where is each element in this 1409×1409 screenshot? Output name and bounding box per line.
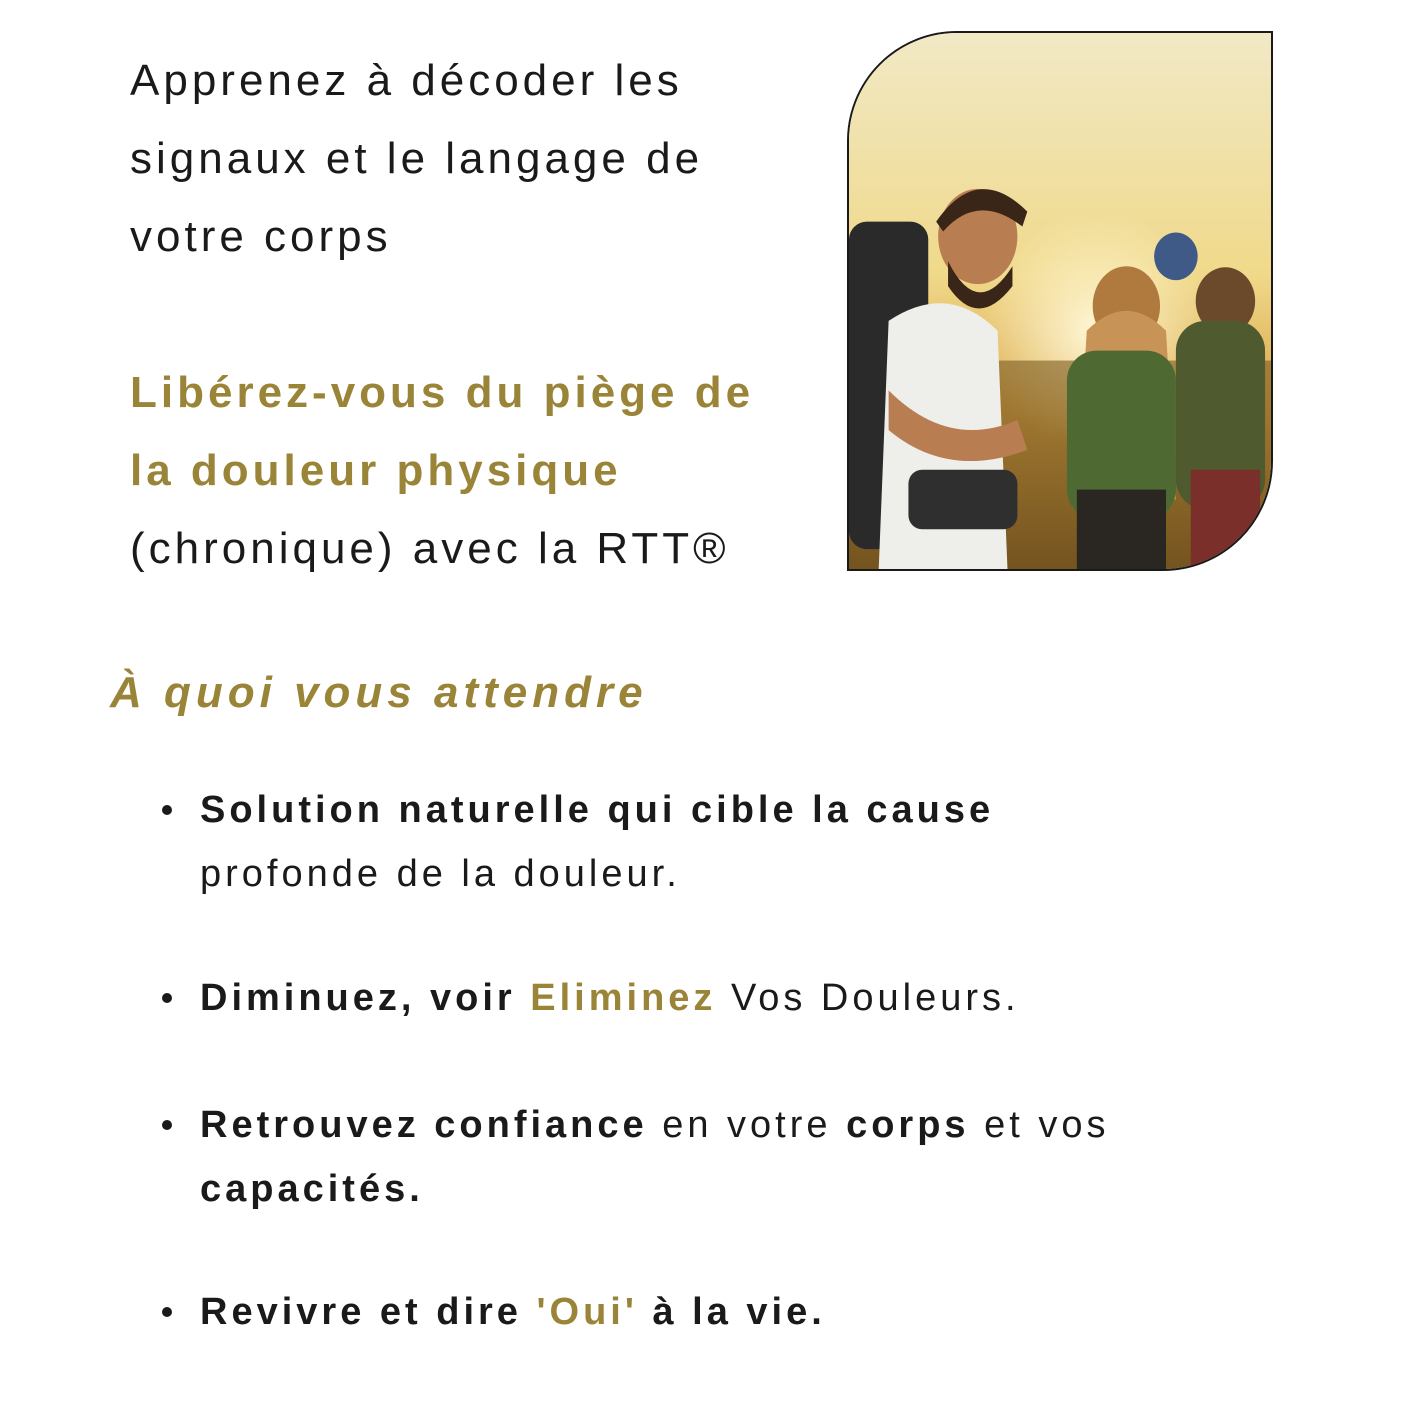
benefit-text: Vos Douleurs. (716, 977, 1020, 1019)
hikers-photo-illustration (849, 33, 1271, 569)
list-item (200, 778, 1260, 906)
intro-text (130, 42, 830, 588)
intro-line: signaux et le langage de (130, 134, 704, 183)
benefit-highlight-text: 'Oui' (536, 1291, 638, 1333)
benefit-text: en votre (647, 1104, 847, 1146)
list-item (200, 966, 1260, 1030)
intro-line: votre corps (130, 212, 392, 261)
benefit-text: profonde de la douleur. (200, 853, 681, 895)
bullet-dot (162, 1120, 172, 1130)
bullet-dot (162, 993, 172, 1003)
section-title: À quoi vous attendre (110, 668, 648, 717)
list-item (200, 1280, 1260, 1344)
benefit-highlight-text: Eliminez (530, 977, 717, 1019)
benefit-bold-text: corps (846, 1104, 970, 1146)
benefit-bold-text: Revivre et dire (200, 1291, 537, 1333)
highlight-line: la douleur physique (130, 446, 622, 495)
bullet-dot (162, 1307, 172, 1317)
benefit-text: et vos (969, 1104, 1125, 1146)
bullet-dot (162, 805, 172, 815)
intro-line: Apprenez à décoder les (130, 56, 683, 105)
highlight-line: Libérez-vous du piège de (130, 368, 755, 417)
benefit-bold-text: capacités. (200, 1168, 424, 1210)
list-item (200, 1093, 1260, 1221)
benefit-bold-text: à la vie. (637, 1291, 826, 1333)
benefit-bold-text: Diminuez, voir (200, 977, 531, 1019)
benefit-bold-text: Retrouvez confiance (200, 1104, 648, 1146)
intro-line: (chronique) avec la RTT® (130, 524, 730, 573)
hikers-photo (847, 31, 1273, 571)
benefit-bold-text: Solution naturelle qui cible la cause (200, 789, 995, 831)
